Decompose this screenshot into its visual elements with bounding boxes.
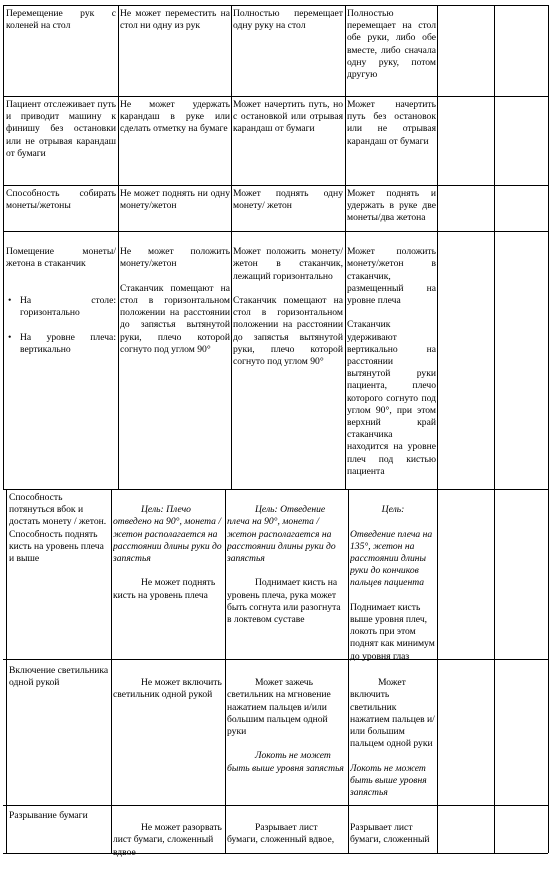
score-2-cell (350, 665, 436, 811)
cell-text: Не может включить светильник одной рукой (113, 677, 222, 701)
table-rule (3, 185, 548, 186)
task-cell: Перемещение рук с коленей на стол (6, 8, 116, 32)
table-rule (118, 5, 119, 489)
cell-text: Стаканчик помещают на стол в горизонтальном положении на расстоянии до запястья вытянутой руки, плечо которой согнуто под углом 90° (233, 295, 343, 368)
score-2-cell (347, 234, 436, 490)
table-rule (3, 231, 548, 232)
cell-text: Разрывает лист бумаги, сложенный вдвое, (227, 822, 335, 846)
score-2-cell: Может начертить путь без остановок или не отрывая карандаш от бумаги (347, 99, 436, 147)
cell-text: Стаканчик удерживают вертикально на расстоянии вытянутой руки пациента, плечо которого согнуто под углом 90°, при этом верхний край стаканчика находится на уровне плеч под кистью пациента (347, 319, 436, 477)
cell-text: Не может разорвать лист бумаги, сложенный вдвое (113, 822, 222, 858)
score-0-cell: Не может переместить на стол ни одну из рук (120, 8, 230, 32)
score-1-cell: Полностью перемещает одну руку на стол (233, 8, 343, 32)
note-text: Локоть не может быть выше уровня запястья (350, 762, 427, 799)
table-rule (6, 489, 7, 853)
goal-text: Цель: Отведение плеча на 90°, монета / жетон располагается на расстоянии длины руки до запястья (227, 504, 336, 565)
goal-text: Отведение плеча на 135°, жетон на расстоянии длины руки до кончиков пальцев пациента (350, 528, 433, 589)
score-0-cell (113, 492, 224, 614)
table-rule (3, 5, 548, 6)
list-item: • На столе: горизонтально (20, 295, 116, 319)
table-rule (348, 489, 349, 853)
task-options-list (6, 283, 116, 368)
cell-text: Разрывает лист бумаги, сложенный (350, 822, 430, 846)
task-text: Помещение монеты/жетона в стаканчик (6, 246, 116, 270)
score-2-cell: Может поднять и удержать в руке две монеты/два жетона (347, 188, 436, 224)
table-rule (225, 489, 226, 853)
cell-text: Может положить монету/жетон в стаканчик, лежащий горизонтально (233, 246, 343, 282)
score-2-cell: Полностью перемещает на стол обе руки, либо обе вместе, либо сначала одну руку, потом другую (347, 8, 436, 81)
score-1-cell (227, 665, 347, 787)
score-0-cell (120, 234, 230, 368)
score-1-cell (227, 810, 347, 859)
table-rule (3, 489, 548, 490)
table-rule (437, 5, 438, 489)
goal-text: Цель: Плечо отведено на 90°, монета / жетон располагается на расстоянии длины руки до запястья (113, 504, 222, 565)
task-cell: Способность собирать монеты/жетоны (6, 188, 116, 212)
table-rule (3, 805, 548, 806)
goal-text: Цель: (381, 504, 405, 516)
list-item: • На уровне плеча: вертикально (20, 332, 116, 356)
score-1-cell (227, 492, 347, 638)
table-rule (494, 489, 495, 853)
score-0-cell: Не может удержать карандаш в руке или сделать отметку на бумаге (120, 99, 230, 135)
cell-text: Поднимает кисть выше уровня плеч, локоть при этом поднят как минимум до уровня глаз (350, 601, 435, 662)
cell-text: Может включить светильник нажатием пальцев и/или большим пальцем одной руки (350, 677, 435, 750)
table-rule (548, 489, 549, 853)
table-rule (548, 5, 549, 489)
table-rule (345, 5, 346, 489)
table-rule (111, 489, 112, 853)
task-cell: Способность потянуться вбок и достать монету / жетон. Способность поднять кисть на уровень плеча и выше (9, 492, 107, 565)
table-rule (231, 5, 232, 489)
cell-text: Стаканчик помещают на стол в горизонтальном положении на расстоянии до запястья вытянутой руки, плечо которой согнуто под углом 90° (120, 282, 230, 355)
cell-text: Не может положить монету/жетон (120, 246, 230, 270)
task-cell: Включение светильника одной рукой (9, 665, 109, 689)
table-rule (3, 659, 548, 660)
table-rule (437, 489, 438, 853)
score-2-cell (350, 492, 436, 675)
cell-text: Не может поднять кисть на уровень плеча (113, 577, 216, 601)
score-1-cell: Может начертить путь, но с остановкой или отрывая карандаш от бумаги (233, 99, 343, 135)
table-rule (3, 96, 548, 97)
score-0-cell: Не может поднять ни одну монету/жетон (120, 188, 230, 212)
task-cell: Разрывание бумаги (9, 810, 88, 821)
table-rule (494, 5, 495, 489)
score-1-cell: Может поднять одну монету/ жетон (233, 188, 343, 212)
cell-text: Может зажечь светильник на мгновение нажатием пальцев и/или большим пальцем одной руки (227, 677, 331, 738)
task-cell (6, 234, 116, 380)
cell-text: Может положить монету/жетон в стаканчик, размещенный на уровне плеча (347, 246, 436, 307)
cell-text: Поднимает кисть на уровень плеча, рука может быть согнута или разогнута в локтевом суставе (227, 577, 341, 626)
note-text: Локоть не может быть выше уровня запястья (227, 750, 344, 774)
score-2-cell (350, 810, 436, 859)
task-cell: Пациент отслеживает путь и приводит машину к финишу без остановки или не отрывая карандаш от бумаги (6, 99, 116, 159)
table-rule (3, 5, 4, 489)
score-0-cell (113, 810, 224, 871)
score-0-cell (113, 665, 224, 714)
score-1-cell (233, 234, 343, 380)
